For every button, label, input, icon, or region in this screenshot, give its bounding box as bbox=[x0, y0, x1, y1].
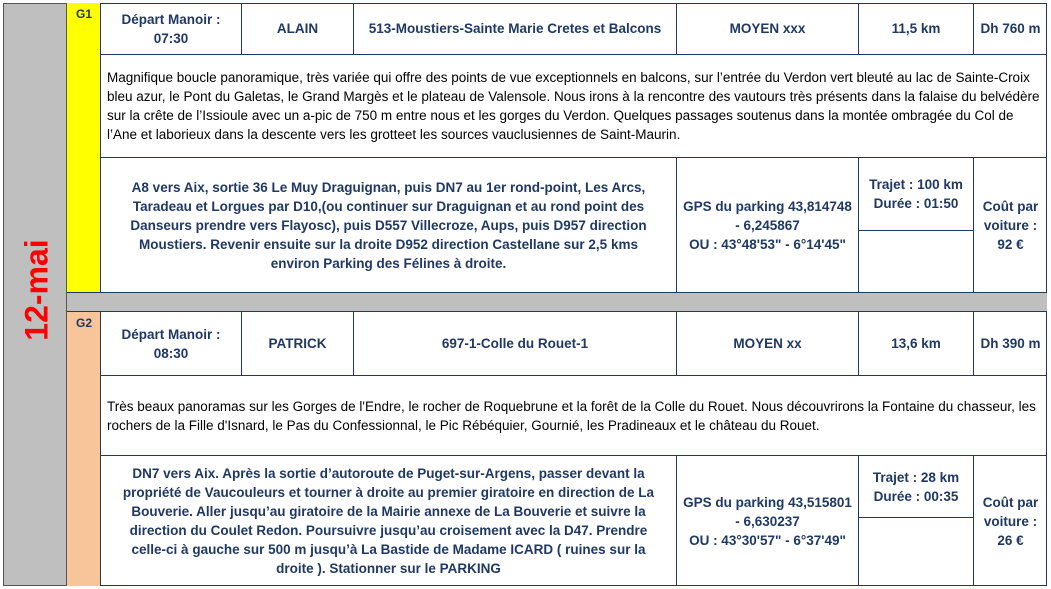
g1-gps bbox=[676, 157, 858, 292]
g1-leader: ALAIN bbox=[241, 3, 353, 54]
g2-cout-label1: Coût par bbox=[982, 494, 1039, 510]
g2-route: 697-1-Colle du Rouet-1 bbox=[353, 312, 676, 375]
g1-description: Magnifique boucle panoramique, très variée qui offre des points de vue exceptionnels en balcons, sur l’entrée du Verdon vert bleuté au lac de Sainte-Croix bleu azur, le Pont du Galetas, le Grand Margès et le plateau de Valensole. Nous irons à la rencontre des vautours très présents dans la falaise du belvédère sur la crête de l’Issioule avec un a-pic de 750 m entre nous et les gorges du Verdon. Quelques passages soutenus dans la montée ombragée du Col de l’Ane et laborieux dans la descente vers les grotteet les sources vauclusiennes de Saint-Maurin. bbox=[101, 54, 1047, 157]
g1-trajet-distance: Trajet : 100 km bbox=[869, 177, 963, 192]
g2-leader: PATRICK bbox=[241, 312, 353, 375]
g1-level: MOYEN xxx bbox=[676, 3, 858, 54]
g2-cout-label2: voiture : bbox=[983, 513, 1038, 529]
g2-cout-value: 26 € bbox=[997, 532, 1024, 548]
g2-level: MOYEN xx bbox=[676, 312, 858, 375]
g2-directions: DN7 vers Aix. Après la sortie d’autoroute de Puget-sur-Argens, passer devant la propriété de Vaucouleurs et tourner à droite au premier giratoire en direction de La Bouverie. Aller jusqu’au giratoire de la Mairie annexe de La Bouverie et suivre la direction du Coulet Redon. Poursuivre jusqu’au croisement avec la D47. Prendre celle-ci à gauche sur 500 m jusqu’à La Bastide de Madame ICARD ( ruines sur la droite ). Stationner sur le PARKING bbox=[101, 455, 676, 586]
g2-gps-line2: - 6,630237 bbox=[735, 513, 800, 529]
group-code-g2: G2 bbox=[67, 312, 101, 586]
g1-cout-label1: Coût par bbox=[982, 198, 1039, 214]
g1-directions: A8 vers Aix, sortie 36 Le Muy Draguignan, puis DN7 au 1er rond-point, Les Arcs, Taradeau et Lorgues par D10,(ou continuer sur Draguignan et au rond point des Danseurs prendre vers Flayosc), puis D557 Villecroze, Aups, puis D957 direction Moustiers. Revenir ensuite sur la droite D952 direction Castellane sur 2,5 kms environ Parking des Félines à droite. bbox=[101, 157, 676, 292]
g1-depart bbox=[101, 3, 241, 54]
group-separator bbox=[67, 292, 1047, 312]
g2-trajet bbox=[858, 455, 973, 517]
g1-route: 513-Moustiers-Sainte Marie Cretes et Balcons bbox=[353, 3, 676, 54]
g2-depart-label: Départ Manoir : bbox=[121, 326, 221, 342]
g2-gps-line3: OU : 43°30'57" - 6°37'49" bbox=[689, 532, 846, 548]
g1-trajet bbox=[858, 157, 973, 230]
g2-trajet-duree: Durée : 00:35 bbox=[873, 488, 959, 504]
g1-depart-label: Départ Manoir : bbox=[121, 11, 221, 27]
g1-distance: 11,5 km bbox=[858, 3, 973, 54]
g1-gps-line3: OU : 43°48'53" - 6°14'45" bbox=[689, 236, 846, 252]
g2-elevation: Dh 390 m bbox=[973, 312, 1047, 375]
group-code-g1: G1 bbox=[67, 3, 101, 292]
g2-cout bbox=[973, 455, 1047, 586]
g2-depart bbox=[101, 312, 241, 375]
g1-cout-label2: voiture : bbox=[983, 217, 1038, 233]
g1-gps-line2: - 6,245867 bbox=[735, 217, 800, 233]
g2-trajet-distance: Trajet : 28 km bbox=[872, 469, 960, 485]
g2-trajet-blank bbox=[858, 517, 973, 586]
g2-gps-line1: GPS du parking 43,515801 bbox=[683, 494, 852, 510]
g1-elevation: Dh 760 m bbox=[973, 3, 1047, 54]
g2-distance: 13,6 km bbox=[858, 312, 973, 375]
g1-gps-line1: GPS du parking 43,814748 bbox=[683, 198, 852, 214]
g1-cout bbox=[973, 157, 1047, 292]
g2-description: Très beaux panoramas sur les Gorges de l'Endre, le rocher de Roquebrune et la forêt de la Colle du Rouet. Nous découvrirons la Fontaine du chasseur, les rochers de la Fille d'Isnard, le Pas du Confessionnal, le Pic Rébéquier, Gournié, les Pradineaux et le château du Rouet. bbox=[101, 375, 1047, 455]
date-label: 12-mai bbox=[18, 239, 55, 341]
g2-gps bbox=[676, 455, 858, 586]
g1-trajet-duree: Durée : 01:50 bbox=[873, 196, 959, 211]
g2-depart-time: 08:30 bbox=[153, 345, 189, 361]
g1-trajet-blank bbox=[858, 230, 973, 292]
g1-depart-time: 07:30 bbox=[153, 30, 189, 46]
g1-cout-value: 92 € bbox=[997, 236, 1024, 252]
